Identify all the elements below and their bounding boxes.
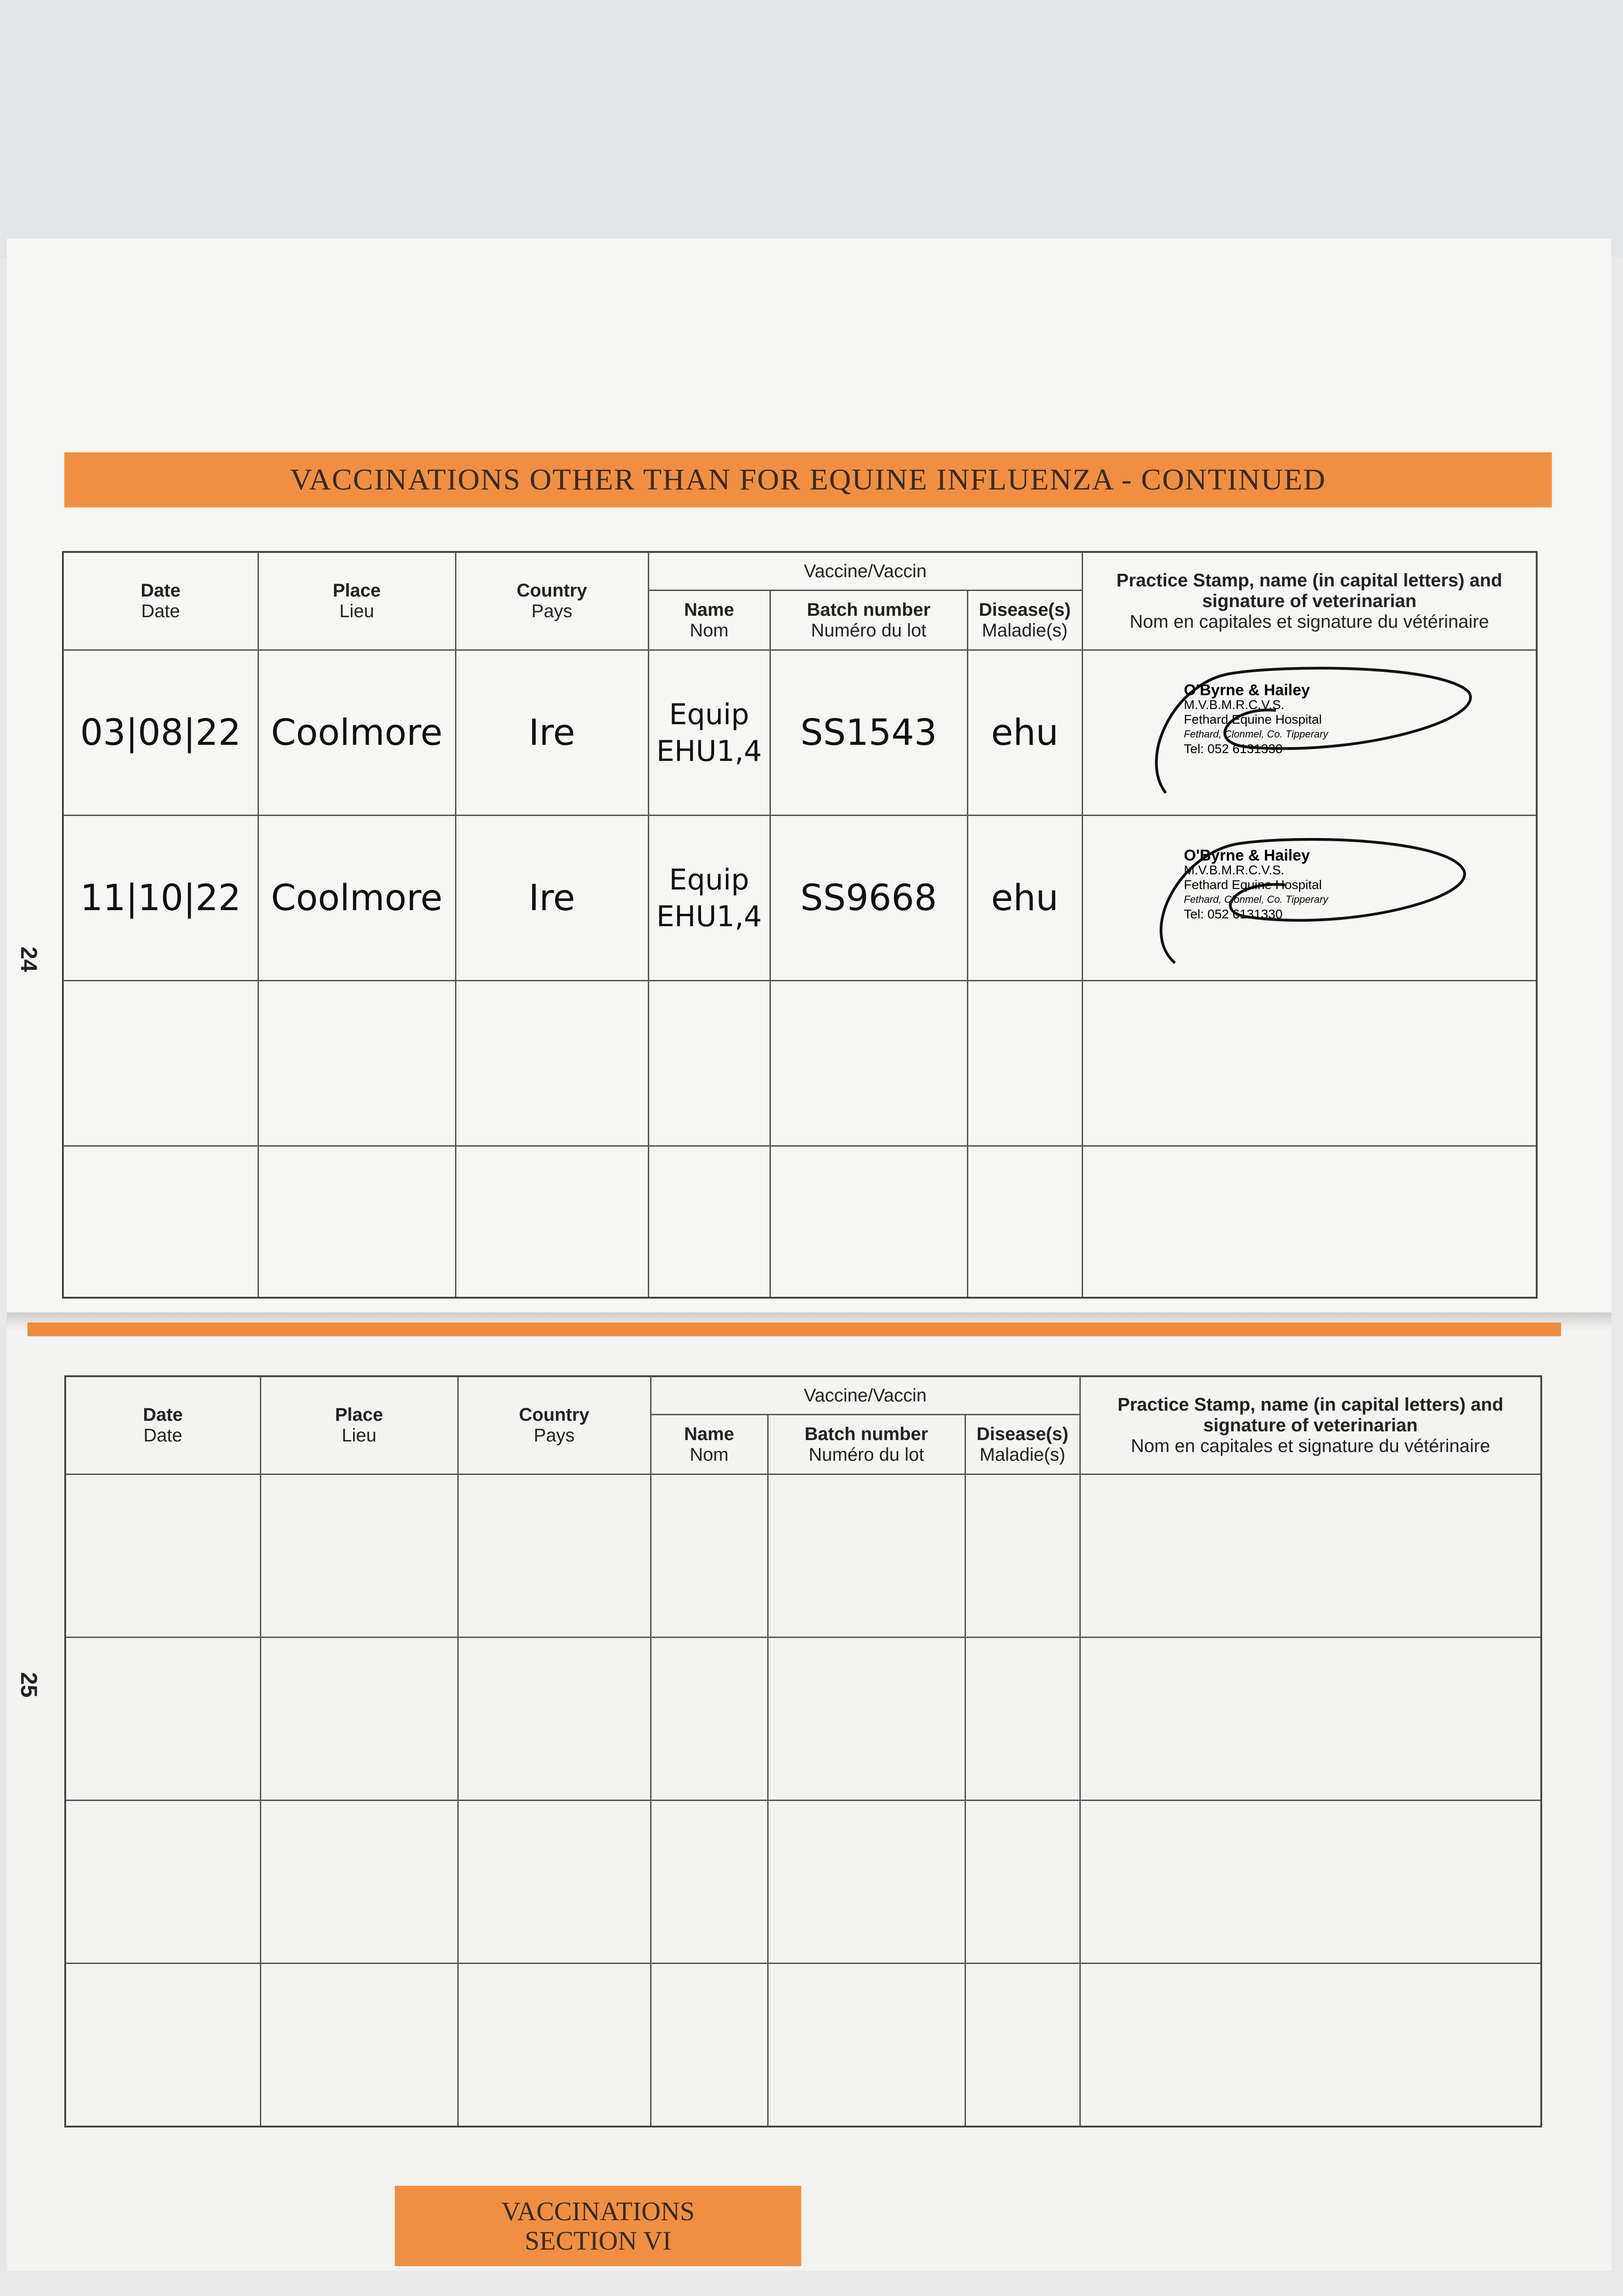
header-batch: Batch number Numéro du lot (770, 591, 967, 650)
entry-stamp (1082, 650, 1537, 816)
page-number-25: 25 (16, 1672, 42, 1698)
table-row (65, 1964, 1541, 2127)
header-date: Date Date (63, 552, 258, 650)
orange-band-peek (28, 1322, 1561, 1336)
footer-line-2: SECTION VI (524, 2225, 672, 2256)
header-name: Name Nom (651, 1415, 768, 1474)
section-footer-tab (395, 2186, 801, 2266)
entry-place: Coolmore (258, 650, 455, 816)
entry-date: 03|08|22 (63, 650, 258, 816)
vaccination-table-page25 (64, 1375, 1542, 2127)
header-disease: Disease(s) Maladie(s) (965, 1415, 1080, 1474)
entry-country: Ire (455, 816, 648, 981)
header-batch: Batch number Numéro du lot (768, 1415, 965, 1474)
entry-batch: SS9668 (770, 816, 967, 981)
section-banner: VACCINATIONS OTHER THAN FOR EQUINE INFLUENZA - CONTINUED (64, 452, 1552, 507)
entry-batch: SS1543 (770, 650, 967, 816)
header-country: Country Pays (455, 552, 648, 650)
entry-vaccine-name: Equip EHU1,4 (648, 650, 770, 816)
table-row (65, 1801, 1541, 1964)
header-vaccine-group: Vaccine/Vaccin (648, 552, 1082, 591)
vaccination-table-page24 (62, 551, 1538, 1299)
table-row (65, 1638, 1541, 1801)
header-country: Country Pays (458, 1376, 651, 1474)
header-vaccine-group: Vaccine/Vaccin (651, 1376, 1080, 1415)
entry-vaccine-name: Equip EHU1,4 (648, 816, 770, 981)
table-row (65, 1474, 1541, 1638)
table-row (63, 650, 1537, 816)
scanner-background (0, 0, 1623, 257)
header-place: Place Lieu (258, 552, 455, 650)
table-row (63, 981, 1537, 1146)
table-row (63, 816, 1537, 981)
practice-stamp: O'Byrne & Hailey M.V.B.M.R.C.V.S. Fethard Equine Hospital Fethard, Clonmel, Co. Tipperary Tel: 052 6131330 (1184, 681, 1328, 756)
footer-line-1: VACCINATIONS (501, 2196, 695, 2226)
entry-disease: ehu (967, 650, 1082, 816)
header-place: Place Lieu (260, 1376, 458, 1474)
header-name: Name Nom (648, 591, 770, 650)
header-stamp: Practice Stamp, name (in capital letters) and signature of veterinarian Nom en capitales et signature du vétérinaire (1080, 1376, 1541, 1474)
entry-stamp (1082, 816, 1537, 981)
entry-date: 11|10|22 (63, 816, 258, 981)
page-number-24: 24 (16, 946, 42, 972)
header-disease: Disease(s) Maladie(s) (967, 591, 1082, 650)
header-date: Date Date (65, 1376, 260, 1474)
practice-stamp: O'Byrne & Hailey M.V.B.M.R.C.V.S. Fethard Equine Hospital Fethard, Clonmel, Co. Tipperary Tel: 052 6131330 (1184, 847, 1328, 921)
header-stamp: Practice Stamp, name (in capital letters) and signature of veterinarian Nom en capitales et signature du vétérinaire (1082, 552, 1537, 650)
entry-place: Coolmore (258, 816, 455, 981)
entry-disease: ehu (967, 816, 1082, 981)
entry-country: Ire (455, 650, 648, 816)
table-row (63, 1146, 1537, 1298)
